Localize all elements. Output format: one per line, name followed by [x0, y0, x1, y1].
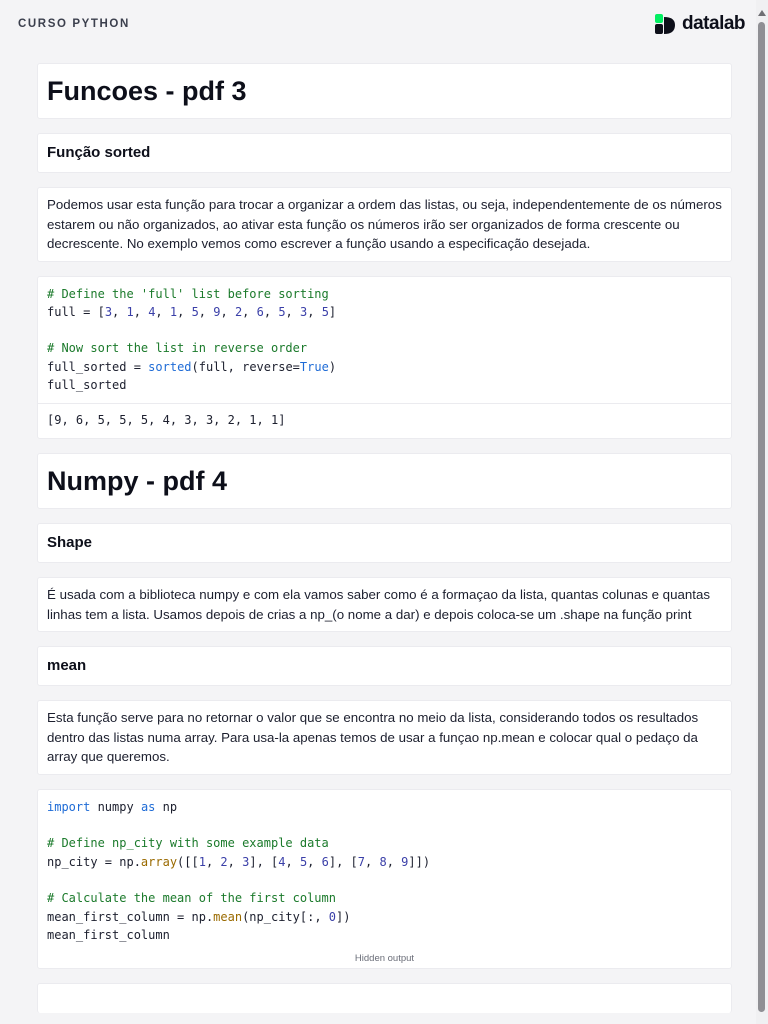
code-list-literal: 3, 1, 4, 1, 5, 9, 2, 6, 5, 3, 5	[104, 304, 329, 319]
code-token: =	[126, 359, 149, 374]
code-keyword: import	[47, 799, 91, 814]
code-number: 3	[104, 304, 113, 319]
hidden-output-toggle[interactable]: Hidden output	[354, 953, 415, 965]
scrollbar-thumb[interactable]	[758, 22, 765, 1012]
code-token: ])	[336, 909, 351, 924]
course-label: CURSO PYTHON	[18, 18, 130, 30]
code-token: )	[328, 359, 337, 374]
code-number: 1	[198, 854, 206, 869]
code-number: 1	[169, 304, 178, 319]
scroll-up-icon[interactable]	[758, 10, 766, 16]
code-token: np_city = np.	[47, 854, 141, 869]
code-token: mean_first_column = np.	[47, 909, 214, 924]
code-token: full_sorted	[47, 359, 127, 374]
code-number: 5	[299, 854, 308, 869]
code-number: 4	[278, 854, 286, 869]
paragraph-mean: Esta função serve para no retornar o valor que se encontra no meio da lista, considerando todos os resultados dentro das listas numa array. Para usa-la apenas temos de usar a funçao np.mean e colocar qual o pedaço da array que queremos.	[47, 710, 699, 765]
code-comment: # Now sort the list in reverse order	[47, 341, 308, 356]
code-token: ([[	[177, 854, 199, 869]
code-cell-mean[interactable]	[37, 789, 732, 969]
code-comment: # Define the 'full' list before sorting	[47, 286, 329, 301]
datalab-logo-icon	[654, 13, 676, 35]
code-number: 0	[328, 909, 337, 924]
code-number: 5	[321, 304, 329, 319]
code-number: 3	[242, 854, 250, 869]
heading-mean: mean	[47, 657, 87, 675]
code-block-sorted: # Define the 'full' list before sorting full = [3, 1, 4, 1, 5, 9, 2, 6, 5, 3, 5] # Now sort the list in reverse order full_sorted = sorted(full, reverse=True) full_sorted	[47, 286, 337, 392]
code-function: mean	[213, 909, 243, 924]
markdown-cell-shape-heading[interactable]	[37, 523, 732, 563]
code-token: mean_first_column	[47, 927, 170, 942]
section-title-funcoes: Funcoes - pdf 3	[47, 76, 247, 106]
heading-shape: Shape	[47, 534, 93, 552]
code-function: array	[140, 854, 178, 869]
markdown-cell-funcoes-title[interactable]	[37, 63, 732, 119]
cell-output-sorted: [9, 6, 5, 5, 5, 4, 3, 3, 2, 1, 1]	[38, 403, 731, 438]
paragraph-shape: É usada com a biblioteca numpy e com ela vamos saber como é a formaçao da lista, quantas colunas e quantas linhas tem a lista. Usamos depois de crias a np_(o nome a dar) e depois coloca-se um .shape na função print	[47, 587, 711, 622]
top-bar	[0, 0, 752, 48]
markdown-cell-numpy-title[interactable]	[37, 453, 732, 509]
code-number: 1	[126, 304, 134, 319]
code-number: 3	[300, 304, 308, 319]
section-title-numpy: Numpy - pdf 4	[47, 466, 227, 497]
code-number: 8	[379, 854, 387, 869]
page-scrollbar[interactable]	[756, 0, 768, 1024]
code-number: 9	[401, 854, 409, 869]
code-cell-sorted[interactable]	[37, 276, 732, 440]
code-number: 5	[278, 304, 286, 319]
code-token: full_sorted	[47, 377, 127, 392]
code-token: np	[155, 799, 178, 814]
code-number: 7	[357, 854, 365, 869]
code-number: 9	[213, 304, 221, 319]
code-token: = [	[75, 304, 105, 319]
markdown-cell-shape-text[interactable]	[37, 577, 732, 632]
code-token: (full, reverse=	[191, 359, 300, 374]
datalab-logo[interactable]	[654, 13, 745, 35]
markdown-cell-sorted-heading[interactable]	[37, 133, 732, 173]
code-row-literal: 1, 2, 3	[198, 854, 250, 869]
logo-text: datalab	[682, 13, 746, 34]
markdown-cell-mean-text[interactable]	[37, 700, 732, 775]
code-number: 2	[220, 854, 228, 869]
code-number: 6	[321, 854, 329, 869]
code-comment: # Define np_city with some example data	[47, 836, 329, 851]
next-cell-partial[interactable]	[37, 983, 732, 1013]
code-number: 5	[191, 304, 199, 319]
markdown-cell-mean-heading[interactable]	[37, 646, 732, 686]
code-number: 4	[148, 304, 156, 319]
paragraph-sorted: Podemos usar esta função para trocar a organizar a ordem das listas, ou seja, independentemente de os números estarem ou não organizados, ao ativar esta função os números irão ser organizados de forma crescente ou decrescente. No exemplo vemos como escrever a função usando a especificação desejada.	[47, 197, 722, 251]
notebook-content	[37, 63, 732, 1013]
code-token: (np_city[:,	[242, 909, 329, 924]
markdown-cell-sorted-text[interactable]	[37, 187, 732, 262]
code-comment: # Calculate the mean of the first column	[47, 891, 336, 906]
code-row-literal: 4, 5, 6	[278, 854, 329, 869]
code-number: 2	[234, 304, 243, 319]
code-keyword: True	[299, 359, 329, 374]
code-row-literal: 7, 8, 9	[357, 854, 409, 869]
heading-sorted: Função sorted	[47, 144, 151, 161]
code-keyword: as	[140, 799, 156, 814]
code-number: 6	[256, 304, 264, 319]
code-token: numpy	[90, 799, 141, 814]
code-token: full	[47, 304, 76, 319]
code-builtin: sorted	[148, 359, 192, 374]
code-block-mean: import numpy as np # Define np_city with some example data np_city = np.array([[1, 2, 3], [4, 5, 6], [7, 8, 9]]) # Calculate the mean of the first column mean_first_column = np.mean(np_city[:, 0]) mean_first_column	[47, 799, 431, 942]
